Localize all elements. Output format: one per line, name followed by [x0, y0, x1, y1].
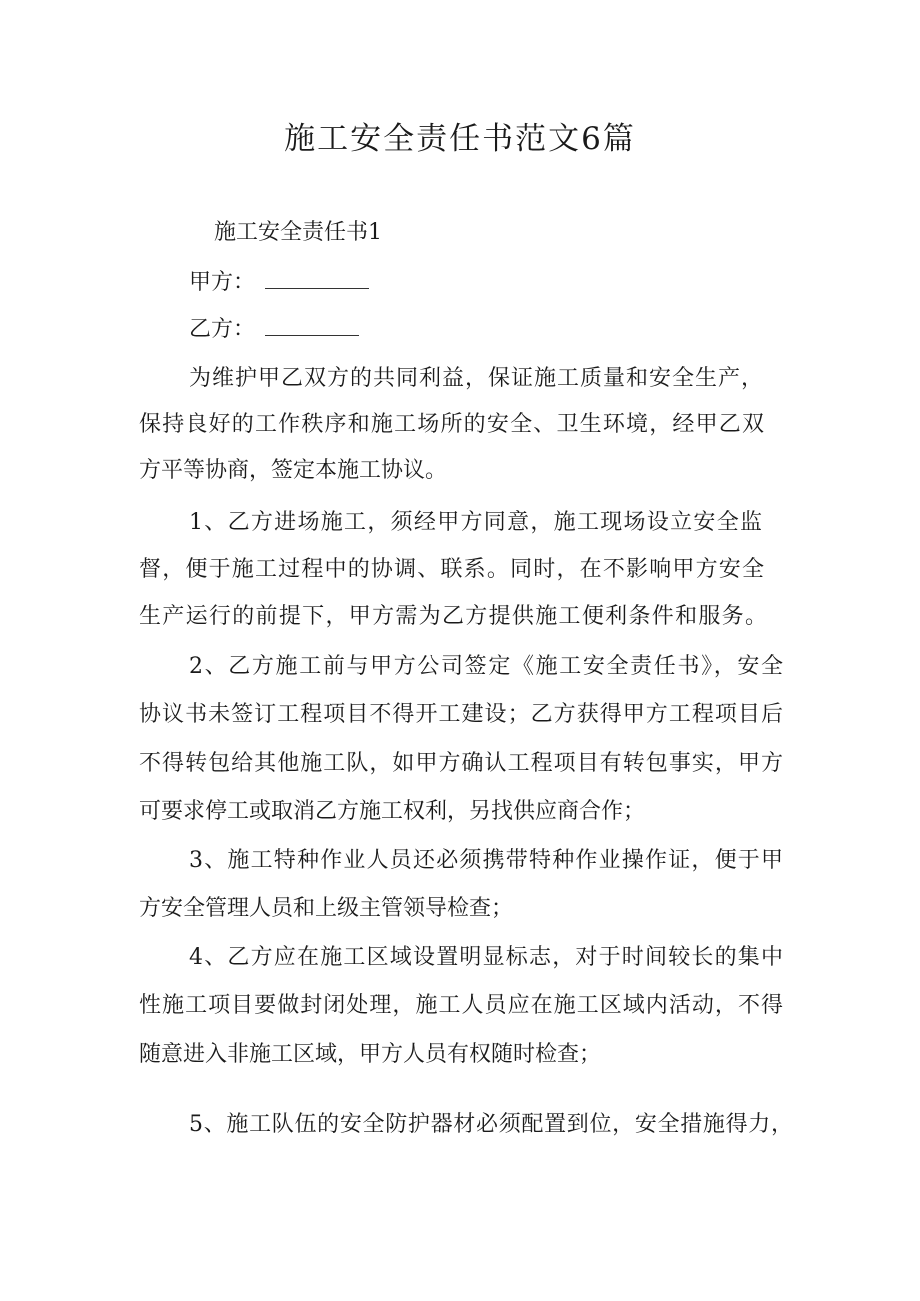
section-heading: 施工安全责任书1: [214, 220, 382, 245]
paragraph-line: 保持良好的工作秩序和施工场所的安全、卫生环境，经甲乙双: [139, 412, 764, 437]
paragraph-line: 生产运行的前提下，甲方需为乙方提供施工便利条件和服务。: [139, 604, 767, 629]
paragraph-line: 可要求停工或取消乙方施工权利，另找供应商合作；: [139, 799, 646, 824]
paragraph-line: 性施工项目要做封闭处理，施工人员应在施工区域内活动，不得: [139, 993, 783, 1018]
paragraph-line: 方平等协商，签定本施工协议。: [139, 458, 448, 483]
paragraph-line: 为维护甲乙双方的共同利益，保证施工质量和安全生产，: [189, 366, 763, 391]
party-b-label: 乙方：: [189, 317, 256, 342]
party-a-line: [189, 268, 369, 298]
paragraph-line: 协议书未签订工程项目不得开工建设；乙方获得甲方工程项目后: [139, 702, 783, 727]
paragraph-line: 5、施工队伍的安全防护器材必须配置到位，安全措施得力，: [189, 1112, 793, 1137]
paragraph-line: 督，便于施工过程中的协调、联系。同时，在不影响甲方安全: [139, 557, 764, 582]
paragraph-line: 方安全管理人员和上级主管领导检查；: [139, 896, 514, 921]
party-a-blank-field: [265, 274, 369, 289]
paragraph-line: 3、施工特种作业人员还必须携带特种作业操作证，便于甲: [189, 848, 783, 873]
party-b-blank-field: [265, 321, 359, 336]
paragraph-line: 随意进入非施工区域，甲方人员有权随时检查；: [139, 1042, 602, 1067]
paragraph-line: 4、乙方应在施工区域设置明显标志，对于时间较长的集中: [189, 945, 783, 970]
party-a-label: 甲方：: [189, 270, 256, 295]
paragraph-line: 不得转包给其他施工队，如甲方确认工程项目有转包事实，甲方: [139, 751, 783, 776]
paragraph-line: 1、乙方进场施工，须经甲方同意，施工现场设立安全监: [189, 510, 762, 535]
paragraph-line: 2、乙方施工前与甲方公司签定《施工安全责任书》，安全: [189, 654, 783, 679]
party-b-line: [189, 315, 359, 345]
document-title: 施工安全责任书范文6篇: [284, 121, 636, 157]
